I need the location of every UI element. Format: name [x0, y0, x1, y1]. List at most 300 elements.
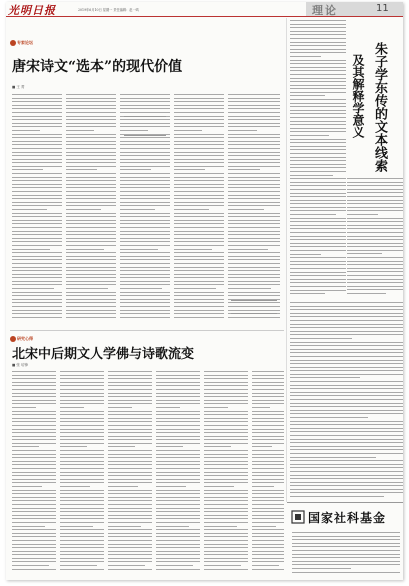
text-line — [290, 374, 403, 375]
text-line — [12, 515, 56, 516]
bottom-article-kicker — [10, 336, 33, 342]
text-line — [66, 295, 116, 296]
text-line — [120, 148, 170, 149]
text-line — [12, 180, 62, 181]
text-line — [120, 108, 170, 109]
text-line — [60, 565, 97, 566]
text-line — [12, 558, 56, 559]
text-line — [120, 292, 170, 293]
text-line — [156, 385, 200, 386]
text-line — [12, 277, 62, 278]
text-line — [108, 500, 152, 501]
text-line — [347, 279, 403, 280]
text-line — [347, 275, 403, 276]
text-line — [292, 539, 400, 540]
text-line — [12, 421, 56, 422]
text-line — [60, 385, 104, 386]
text-line — [204, 558, 248, 559]
text-line — [66, 169, 97, 170]
text-line — [290, 286, 346, 287]
text-line — [120, 231, 170, 232]
text-line — [174, 94, 224, 95]
newspaper-page — [6, 2, 403, 580]
text-line — [252, 375, 284, 376]
text-line — [120, 249, 158, 250]
text-line — [290, 324, 403, 325]
text-line — [252, 486, 274, 487]
text-line — [290, 221, 346, 222]
text-line — [120, 202, 170, 203]
text-line — [290, 78, 346, 79]
text-line — [156, 461, 200, 462]
text-line — [12, 522, 56, 523]
text-line — [204, 468, 248, 469]
text-line — [66, 270, 116, 271]
text-line — [12, 144, 62, 145]
text-line — [290, 124, 346, 125]
text-line — [252, 561, 284, 562]
text-line — [108, 461, 152, 462]
text-line — [228, 119, 280, 120]
text-line — [60, 551, 104, 552]
text-line — [60, 544, 104, 545]
text-line — [290, 439, 403, 440]
text-line — [290, 99, 346, 100]
text-line — [108, 393, 152, 394]
text-line — [347, 271, 403, 272]
text-line — [60, 504, 104, 505]
bottom-article-column-4 — [156, 371, 200, 576]
text-line — [120, 213, 170, 214]
text-line — [204, 411, 248, 412]
text-line — [66, 241, 116, 242]
text-line — [347, 293, 386, 294]
text-line — [12, 173, 62, 174]
text-line — [228, 270, 280, 271]
text-line — [347, 250, 403, 251]
text-line — [292, 550, 400, 551]
text-line — [12, 486, 42, 487]
bottom-article-headline: 北宋中后期文人学佛与诗歌流变 — [12, 347, 195, 362]
text-line — [66, 306, 116, 307]
text-line — [156, 371, 200, 372]
text-line — [66, 202, 116, 203]
text-line — [66, 231, 116, 232]
text-line — [120, 209, 155, 210]
text-line — [60, 371, 104, 372]
text-line — [12, 569, 56, 570]
text-line — [66, 112, 116, 113]
bottom-article-column-3 — [108, 371, 152, 576]
text-line — [156, 533, 200, 534]
text-line — [290, 367, 403, 368]
text-line — [12, 425, 56, 426]
text-line — [66, 191, 116, 192]
text-line — [156, 411, 200, 412]
text-line — [174, 284, 224, 285]
text-line — [108, 464, 152, 465]
text-line — [252, 472, 284, 473]
text-line — [66, 137, 116, 138]
text-line — [228, 180, 280, 181]
text-line — [12, 385, 56, 386]
text-line — [228, 252, 280, 253]
text-line — [12, 464, 56, 465]
text-line — [156, 565, 193, 566]
text-line — [228, 177, 280, 178]
text-line — [228, 159, 280, 160]
advertisement-body — [292, 532, 400, 576]
kicker-badge-icon — [10, 336, 16, 342]
text-line — [12, 310, 62, 311]
text-line — [12, 231, 62, 232]
text-line — [290, 492, 403, 493]
text-line — [108, 454, 152, 455]
text-line — [252, 446, 272, 447]
text-line — [108, 385, 152, 386]
text-line — [66, 173, 116, 174]
text-line — [156, 526, 189, 527]
text-line — [204, 429, 248, 430]
text-line — [290, 85, 346, 86]
text-line — [120, 288, 162, 289]
text-line — [12, 547, 56, 548]
text-line — [228, 267, 280, 268]
text-line — [108, 418, 152, 419]
text-line — [290, 42, 346, 43]
text-line — [292, 564, 400, 565]
text-line — [174, 249, 212, 250]
text-line — [12, 177, 62, 178]
text-line — [66, 313, 116, 314]
text-line — [12, 411, 56, 412]
text-line — [156, 464, 200, 465]
text-line — [347, 221, 403, 222]
text-line — [290, 264, 346, 265]
text-line — [156, 536, 200, 537]
text-line — [60, 382, 104, 383]
text-line — [290, 435, 403, 436]
text-line — [228, 231, 280, 232]
text-line — [156, 446, 183, 447]
text-line — [120, 159, 170, 160]
text-line — [204, 457, 248, 458]
text-line — [174, 238, 224, 239]
text-line — [174, 148, 224, 149]
text-line — [66, 108, 116, 109]
text-line — [228, 108, 280, 109]
text-line — [228, 209, 264, 210]
right-article-column-3 — [290, 302, 403, 500]
text-line — [174, 299, 224, 300]
text-line — [156, 468, 200, 469]
text-line — [156, 407, 180, 408]
text-line — [290, 164, 346, 165]
text-line — [156, 429, 200, 430]
text-line — [12, 493, 56, 494]
text-line — [60, 558, 104, 559]
text-line — [347, 207, 403, 208]
bottom-article-column-5 — [204, 371, 248, 576]
text-line — [120, 105, 170, 106]
text-line — [292, 543, 400, 544]
text-line — [66, 288, 108, 289]
text-line — [120, 270, 170, 271]
text-line — [12, 288, 54, 289]
text-line — [12, 436, 56, 437]
text-line — [174, 187, 224, 188]
text-line — [228, 105, 280, 106]
text-line — [12, 281, 62, 282]
text-line — [66, 209, 101, 210]
text-line — [66, 119, 116, 120]
text-line — [252, 443, 284, 444]
text-line — [204, 526, 237, 527]
text-line — [290, 442, 403, 443]
text-line — [120, 177, 170, 178]
text-line — [204, 500, 248, 501]
text-line — [12, 263, 62, 264]
text-line — [204, 375, 248, 376]
bottom-subhead-1 — [16, 442, 54, 452]
text-line — [228, 292, 280, 293]
text-line — [66, 302, 116, 303]
text-line — [66, 144, 116, 145]
text-line — [290, 345, 403, 346]
text-line — [204, 396, 248, 397]
text-line — [174, 144, 224, 145]
text-line — [204, 439, 248, 440]
text-line — [156, 378, 200, 379]
text-line — [290, 214, 336, 215]
text-line — [12, 508, 56, 509]
text-line — [252, 479, 284, 480]
text-line — [174, 209, 209, 210]
text-line — [12, 274, 62, 275]
text-line — [66, 252, 116, 253]
text-line — [252, 504, 284, 505]
text-line — [290, 182, 346, 183]
text-line — [66, 220, 116, 221]
text-line — [156, 490, 200, 491]
text-line — [120, 284, 170, 285]
right-article-headline-line-2: 及其解释学意义 — [351, 54, 365, 138]
top-article-kicker-label: 专家论坛 — [17, 40, 33, 45]
text-line — [290, 482, 403, 483]
text-line — [290, 225, 346, 226]
text-line — [120, 169, 151, 170]
text-line — [12, 259, 62, 260]
text-line — [60, 475, 104, 476]
text-line — [252, 533, 284, 534]
text-line — [12, 454, 56, 455]
text-line — [12, 202, 62, 203]
text-line — [252, 493, 284, 494]
text-line — [228, 259, 280, 260]
text-line — [12, 205, 62, 206]
text-line — [252, 457, 284, 458]
text-line — [66, 292, 116, 293]
text-line — [290, 193, 346, 194]
top-article-column-4 — [174, 94, 224, 324]
text-line — [347, 264, 403, 265]
text-line — [60, 533, 104, 534]
text-line — [174, 267, 224, 268]
text-line — [120, 94, 170, 95]
text-line — [252, 547, 284, 548]
text-line — [60, 454, 104, 455]
text-line — [108, 421, 152, 422]
text-line — [204, 403, 248, 404]
text-line — [290, 254, 321, 255]
text-line — [228, 148, 280, 149]
text-line — [60, 522, 104, 523]
text-line — [290, 63, 346, 64]
text-line — [347, 257, 403, 258]
text-line — [12, 526, 45, 527]
text-line — [290, 88, 346, 89]
text-line — [12, 166, 62, 167]
text-line — [290, 424, 403, 425]
text-line — [120, 101, 170, 102]
text-line — [252, 418, 284, 419]
text-line — [12, 213, 62, 214]
text-line — [108, 486, 138, 487]
text-line — [120, 198, 170, 199]
text-line — [347, 289, 403, 290]
text-line — [156, 547, 200, 548]
text-line — [60, 518, 104, 519]
text-line — [60, 500, 104, 501]
text-line — [60, 439, 104, 440]
text-line — [12, 375, 56, 376]
text-line — [228, 191, 280, 192]
text-line — [108, 375, 152, 376]
text-line — [120, 166, 170, 167]
bottom-subhead-2 — [110, 527, 150, 537]
text-line — [108, 511, 152, 512]
text-line — [204, 536, 248, 537]
text-line — [290, 421, 403, 422]
text-line — [290, 146, 346, 147]
bottom-article-byline: ■ 张 培锋 — [12, 363, 29, 367]
text-line — [60, 425, 104, 426]
text-line — [252, 385, 284, 386]
text-line — [12, 497, 56, 498]
text-line — [60, 446, 87, 447]
text-line — [290, 52, 346, 53]
text-line — [12, 98, 62, 99]
text-line — [60, 393, 104, 394]
text-line — [60, 529, 104, 530]
text-line — [156, 425, 200, 426]
text-line — [108, 439, 152, 440]
text-line — [174, 112, 224, 113]
text-line — [12, 536, 56, 537]
text-line — [108, 497, 152, 498]
text-line — [290, 171, 346, 172]
text-line — [156, 375, 200, 376]
text-line — [174, 123, 224, 124]
text-line — [347, 214, 378, 215]
text-line — [60, 486, 90, 487]
text-line — [120, 245, 170, 246]
text-line — [290, 31, 346, 32]
text-line — [347, 185, 403, 186]
text-line — [12, 184, 62, 185]
text-line — [174, 281, 224, 282]
text-line — [12, 540, 56, 541]
text-line — [204, 407, 228, 408]
text-line — [174, 274, 224, 275]
text-line — [120, 299, 170, 300]
text-line — [290, 121, 346, 122]
text-line — [290, 485, 403, 486]
text-line — [120, 277, 170, 278]
text-line — [290, 395, 403, 396]
text-line — [156, 493, 200, 494]
text-line — [120, 141, 170, 142]
text-line — [204, 385, 248, 386]
text-line — [108, 540, 152, 541]
text-line — [60, 396, 104, 397]
text-line — [204, 382, 248, 383]
text-line — [228, 213, 280, 214]
text-line — [12, 209, 47, 210]
text-line — [108, 565, 145, 566]
text-line — [60, 436, 104, 437]
text-line — [228, 94, 280, 95]
section-name: 理论 — [312, 4, 338, 17]
text-line — [228, 162, 280, 163]
text-line — [120, 187, 170, 188]
text-line — [66, 177, 116, 178]
top-article-byline: ■ 王 菁 — [12, 85, 25, 89]
text-line — [290, 320, 403, 321]
text-line — [66, 98, 116, 99]
text-line — [252, 414, 284, 415]
text-line — [290, 157, 346, 158]
text-line — [228, 205, 280, 206]
text-line — [204, 450, 248, 451]
text-line — [347, 178, 403, 179]
text-line — [12, 378, 56, 379]
text-line — [156, 403, 200, 404]
text-line — [60, 421, 104, 422]
text-line — [290, 243, 346, 244]
text-line — [12, 529, 56, 530]
text-line — [290, 496, 384, 497]
text-line — [252, 544, 284, 545]
text-line — [228, 126, 280, 127]
text-line — [290, 446, 403, 447]
text-line — [204, 418, 248, 419]
text-line — [174, 155, 224, 156]
text-line — [290, 228, 346, 229]
text-line — [290, 268, 346, 269]
text-line — [228, 220, 280, 221]
text-line — [228, 223, 280, 224]
text-line — [290, 293, 325, 294]
text-line — [204, 493, 248, 494]
text-line — [290, 149, 346, 150]
text-line — [174, 205, 224, 206]
text-line — [290, 392, 403, 393]
text-line — [120, 180, 170, 181]
text-line — [174, 191, 224, 192]
text-line — [12, 490, 56, 491]
text-line — [252, 482, 284, 483]
